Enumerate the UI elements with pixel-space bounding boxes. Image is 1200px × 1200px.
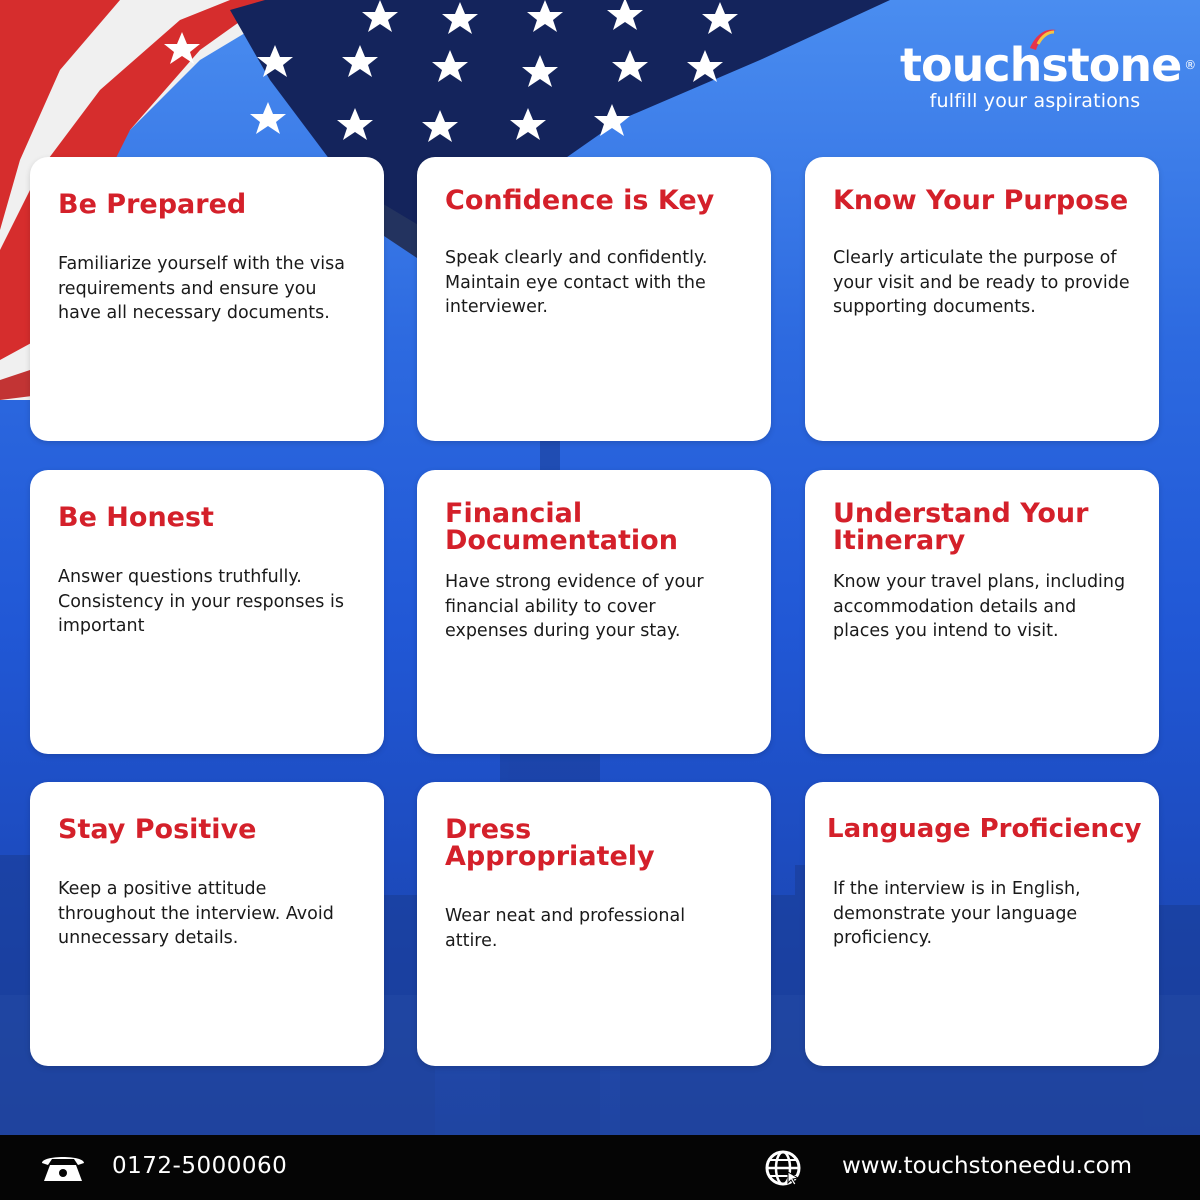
- card-title: Language Proficiency: [827, 814, 1142, 844]
- logo-swoosh-icon: [1028, 26, 1058, 52]
- tip-card-language-proficiency: [805, 782, 1159, 1066]
- card-title: Dress Appropriately: [445, 814, 655, 872]
- tip-card-know-your-purpose: [805, 157, 1159, 441]
- card-text: Clearly articulate the purpose of your visit and be ready to provide supporting documents.: [833, 248, 1130, 317]
- card-title: Understand Your Itinerary: [833, 498, 1089, 556]
- card-title: Be Prepared: [58, 189, 247, 220]
- logo-tagline: fulfill your aspirations: [929, 90, 1141, 112]
- tip-card-be-honest: [30, 470, 384, 754]
- globe-icon: [764, 1150, 802, 1186]
- phone-number[interactable]: 0172-5000060: [112, 1153, 288, 1179]
- registered-mark: ®: [1184, 58, 1196, 72]
- logo-wordmark: [900, 38, 1196, 92]
- card-text: Keep a positive attitude throughout the interview. Avoid unnecessary details.: [58, 879, 334, 948]
- card-title: Financial Documentation: [445, 498, 678, 556]
- card-text: Answer questions truthfully. Consistency in your responses is important: [58, 567, 344, 636]
- tip-card-dress-appropriately: [417, 782, 771, 1066]
- website-link[interactable]: www.touchstoneedu.com: [842, 1153, 1133, 1179]
- card-text: Know your travel plans, including accommodation details and places you intend to visit.: [833, 572, 1126, 641]
- contact-footer: [0, 1135, 1200, 1200]
- tip-card-confidence-is-key: [417, 157, 771, 441]
- card-text: If the interview is in English, demonstrate your language proficiency.: [833, 879, 1081, 948]
- card-title: Stay Positive: [58, 814, 257, 845]
- touchstone-logo: [900, 38, 1196, 112]
- tip-card-understand-your-itinerary: [805, 470, 1159, 754]
- tip-card-financial-documentation: [417, 470, 771, 754]
- tip-card-be-prepared: [30, 157, 384, 441]
- card-text: Have strong evidence of your financial ability to cover expenses during your stay.: [445, 572, 704, 641]
- tip-card-stay-positive: [30, 782, 384, 1066]
- card-title: Know Your Purpose: [833, 185, 1129, 216]
- card-title: Confidence is Key: [445, 185, 715, 216]
- card-title: Be Honest: [58, 502, 214, 533]
- logo-name: touchstone: [900, 38, 1182, 92]
- card-text: Speak clearly and confidently. Maintain eye contact with the interviewer.: [445, 248, 708, 317]
- card-text: Wear neat and professional attire.: [445, 906, 686, 951]
- telephone-icon: [38, 1153, 88, 1183]
- card-text: Familiarize yourself with the visa requirements and ensure you have all necessary documents.: [58, 254, 345, 323]
